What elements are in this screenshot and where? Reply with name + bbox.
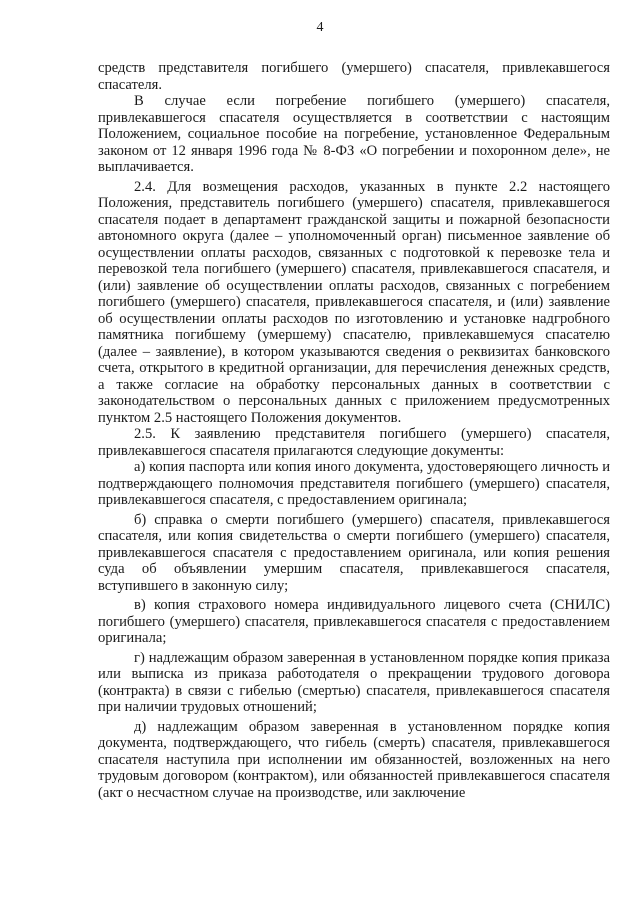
list-item-a: а) копия паспорта или копия иного документа, удостоверяющего личность и подтверждающего полномочия представителя погибшего (умершего) спасателя, привлекавшегося спасателя, с предоставлением оригинала; xyxy=(98,459,610,508)
paragraph-clause-2-4: 2.4. Для возмещения расходов, указанных в пункте 2.2 настоящего Положения, представитель погибшего (умершего) спасателя, привлекавшегося спасателя подает в департамент гражданской защиты и пожарной безопасности автономного округа (далее – уполномоченный орган) письменное заявление об осуществлении оплаты расходов, связанных с подготовкой к перевозке тела и перевозкой тела погибшего (умершего) спасателя, привлекавшегося спасателя, и (или) заявление об осуществлении оплаты расходов, связанных с погребением погибшего (умершего) спасателя, привлекавшегося спасателя, и (или) заявление об осуществлении оплаты расходов по изготовлению и установке надгробного памятника погибшему (умершему) спасателю, привлекавшемуся спасателю (далее – заявление), в котором указываются сведения о реквизитах банковского счета, открытого в кредитной организации, для перечисления денежных средств, а также согласие на обработку персональных данных в соответствии с законодательством о персональных данных с приложением предусмотренных пунктом 2.5 настоящего Положения документов. xyxy=(98,178,610,426)
paragraph-clause-2-5: 2.5. К заявлению представителя погибшего (умершего) спасателя, привлекавшегося спасателя прилагаются следующие документы: xyxy=(98,426,610,459)
document-body xyxy=(98,60,610,801)
paragraph-burial-case: В случае если погребение погибшего (умершего) спасателя, привлекавшегося спасателя осуществляется в соответствии с настоящим Положением, социальное пособие на погребение, установленное Федеральным законом от 12 января 1996 года № 8-ФЗ «О погребении и похоронном деле», не выплачивается. xyxy=(98,93,610,175)
list-item-g: г) надлежащим образом заверенная в установленном порядке копия приказа или выписка из приказа работодателя о прекращении трудового договора (контракта) в связи с гибелью (смертью) спасателя, привлекавшегося спасателя при наличии трудовых отношений; xyxy=(98,649,610,715)
paragraph-continuation: средств представителя погибшего (умершего) спасателя, привлекавшегося спасателя. xyxy=(98,60,610,93)
list-item-b: б) справка о смерти погибшего (умершего) спасателя, привлекавшегося спасателя, или копия свидетельства о смерти погибшего (умершего) спасателя, привлекавшегося спасателя с предоставлением оригинала, или копия решения суда об объявлении умершим спасателя, привлекавшегося спасателя, вступившего в законную силу; xyxy=(98,511,610,594)
list-item-v: в) копия страхового номера индивидуального лицевого счета (СНИЛС) погибшего (умершего) спасателя, привлекавшегося спасателя с предоставлением оригинала; xyxy=(98,597,610,646)
page-number: 4 xyxy=(316,20,324,35)
list-item-d: д) надлежащим образом заверенная в установленном порядке копия документа, подтверждающего, что гибель (смерть) спасателя, привлекавшегося спасателя наступила при исполнении им обязанностей, возложенных на него трудовым договором (контрактом), или обязанностей привлекавшегося спасателя (акт о несчастном случае на производстве, или заключение xyxy=(98,718,610,801)
